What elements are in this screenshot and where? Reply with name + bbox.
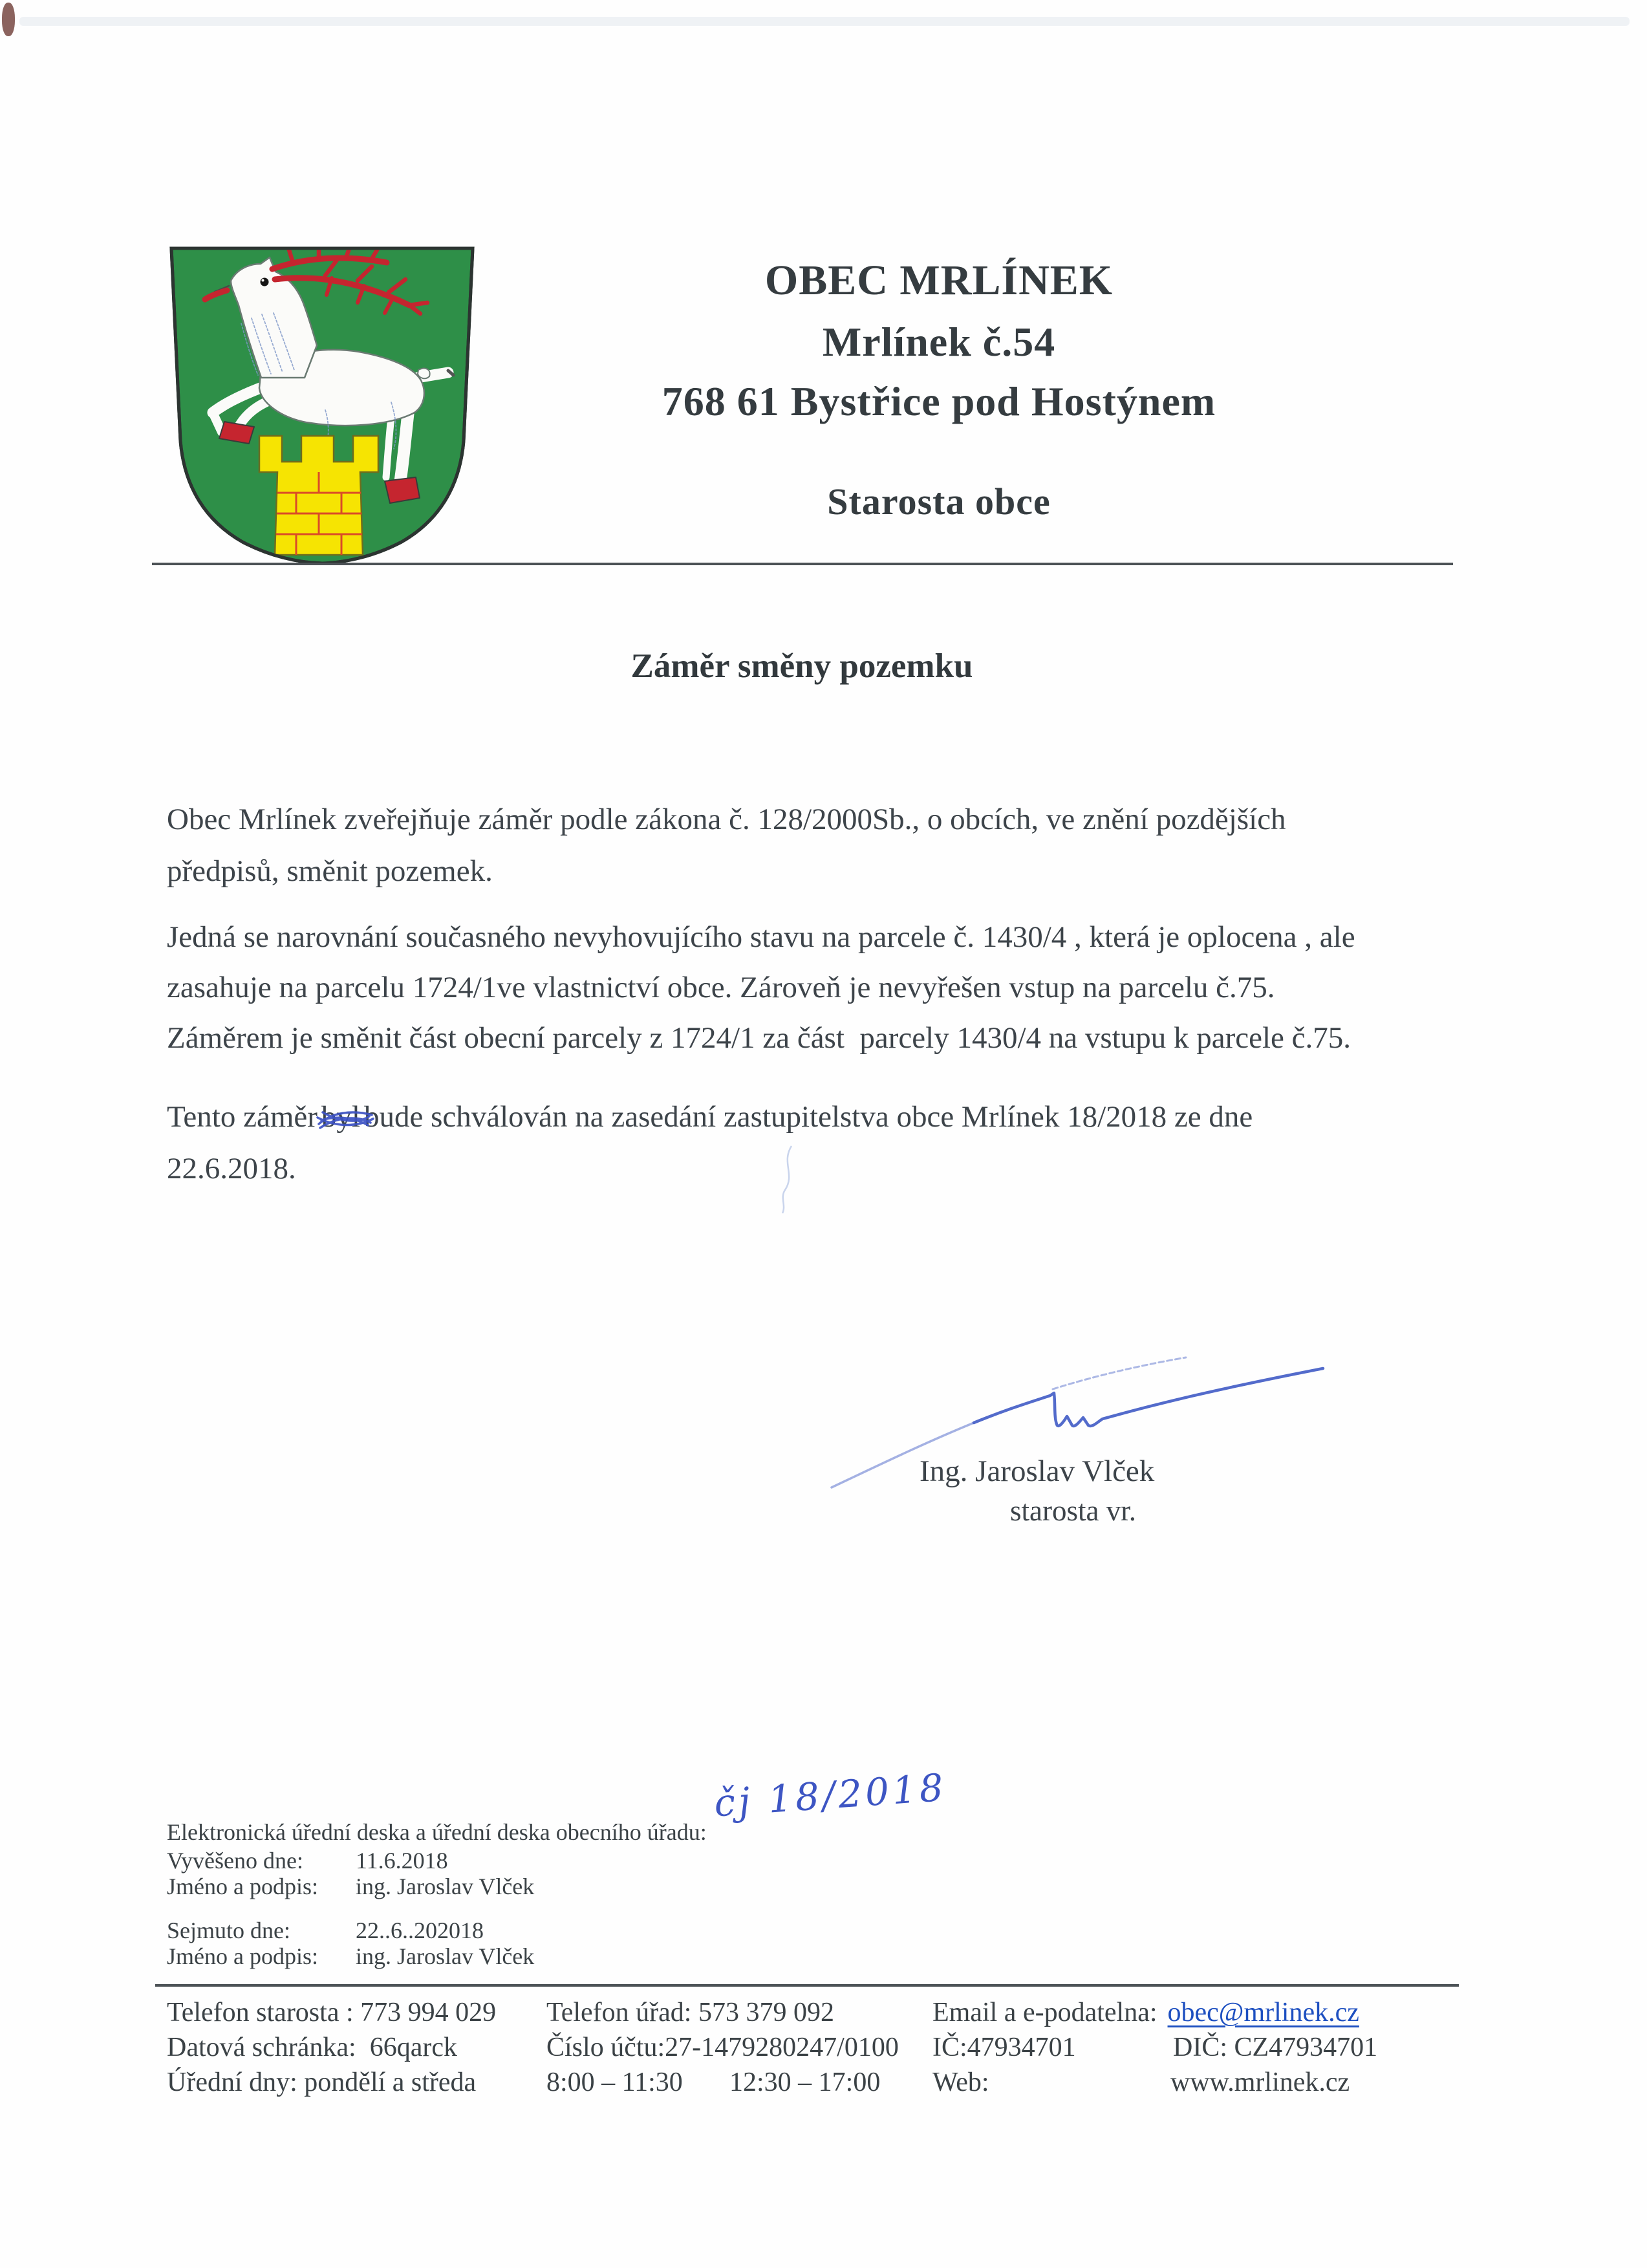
removed-date-value: 22..6..202018	[356, 1917, 484, 1943]
paragraph3-line1	[167, 1099, 1253, 1134]
header-divider	[152, 563, 1453, 565]
document-title: Záměr směny pozemku	[630, 647, 973, 685]
posted-date-value: 11.6.2018	[356, 1848, 448, 1874]
email-label: Email a e-podatelna:	[932, 1998, 1157, 2027]
office-days: Úřední dny: pondělí a středa	[167, 2068, 477, 2097]
paragraph2-line3: Záměrem je směnit část obecní parcely z 1724/1 za část parcely 1430/4 na vstupu k parcele č.75.	[167, 1021, 1351, 1055]
web-label: Web:	[932, 2068, 989, 2097]
scan-corner-speck	[2, 3, 15, 36]
signer-name: Ing. Jaroslav Vlček	[920, 1454, 1155, 1488]
paragraph2-line2: zasahuje na parcelu 1724/1ve vlastnictví obce. Zároveň je nevyřešen vstup na parcelu č.75.	[167, 971, 1275, 1004]
posted-date-row	[167, 1847, 448, 1874]
paragraph3-after: bude schválován na zasedání zastupitelstva obce Mrlínek 18/2018 ze dne	[363, 1100, 1253, 1134]
posted-sign-label: Jméno a podpis:	[167, 1874, 318, 1899]
castle-tower	[259, 436, 378, 555]
org-address-line: Mrlínek č.54	[822, 319, 1056, 365]
company-id: IČ:47934701	[932, 2033, 1076, 2062]
org-postal-line: 768 61 Bystřice pod Hostýnem	[662, 378, 1216, 424]
posted-sign-row	[167, 1873, 534, 1900]
paragraph1-line2: předpisů, směnit pozemek.	[167, 854, 493, 888]
posting-heading: Elektronická úřední deska a úřední deska obecního úřadu:	[167, 1819, 707, 1845]
paragraph3-before: Tento záměr	[167, 1100, 318, 1134]
phone-office: Telefon úřad: 573 379 092	[546, 1998, 834, 2027]
signer-role: starosta vr.	[1010, 1495, 1136, 1527]
phone-mayor: Telefon starosta : 773 994 029	[167, 1998, 497, 2027]
org-name: OBEC MRLÍNEK	[764, 257, 1114, 304]
office-hours-morning: 8:00 – 11:30	[546, 2068, 683, 2097]
email-row	[932, 1997, 1359, 2028]
removed-date-row	[167, 1917, 484, 1944]
removed-date-label: Sejmuto dne:	[167, 1917, 290, 1943]
paragraph3-line2: 22.6.2018.	[167, 1152, 296, 1185]
bank-account: Číslo účtu:27-1479280247/0100	[546, 2033, 899, 2062]
web-url: www.mrlinek.cz	[1170, 2068, 1350, 2097]
handwritten-file-number: čj 18/2018	[713, 1765, 948, 1826]
removed-sign-label: Jméno a podpis:	[167, 1943, 318, 1969]
vat-id: DIČ: CZ47934701	[1173, 2033, 1378, 2062]
posted-sign-value: ing. Jaroslav Vlček	[356, 1874, 535, 1899]
posted-date-label: Vyvěšeno dne:	[167, 1848, 303, 1874]
paragraph2-line1: Jedná se narovnání současného nevyhovujícího stavu na parcele č. 1430/4 , která je oplocena , ale	[167, 920, 1355, 954]
scanner-edge-band	[19, 17, 1630, 26]
databox-id: Datová schránka: 66qarck	[167, 2033, 457, 2062]
removed-sign-value: ing. Jaroslav Vlček	[356, 1943, 535, 1969]
faint-pen-mark	[775, 1143, 803, 1219]
footer-divider	[155, 1984, 1459, 1987]
crossed-out-word: byl	[321, 1099, 360, 1134]
office-hours-afternoon: 12:30 – 17:00	[729, 2068, 881, 2097]
paragraph1-line1: Obec Mrlínek zveřejňuje záměr podle zákona č. 128/2000Sb., o obcích, ve znění pozdějších	[167, 803, 1286, 836]
office-title: Starosta obce	[827, 481, 1051, 523]
email-link[interactable]: obec@mrlinek.cz	[1167, 1998, 1359, 2027]
removed-sign-row	[167, 1943, 534, 1970]
